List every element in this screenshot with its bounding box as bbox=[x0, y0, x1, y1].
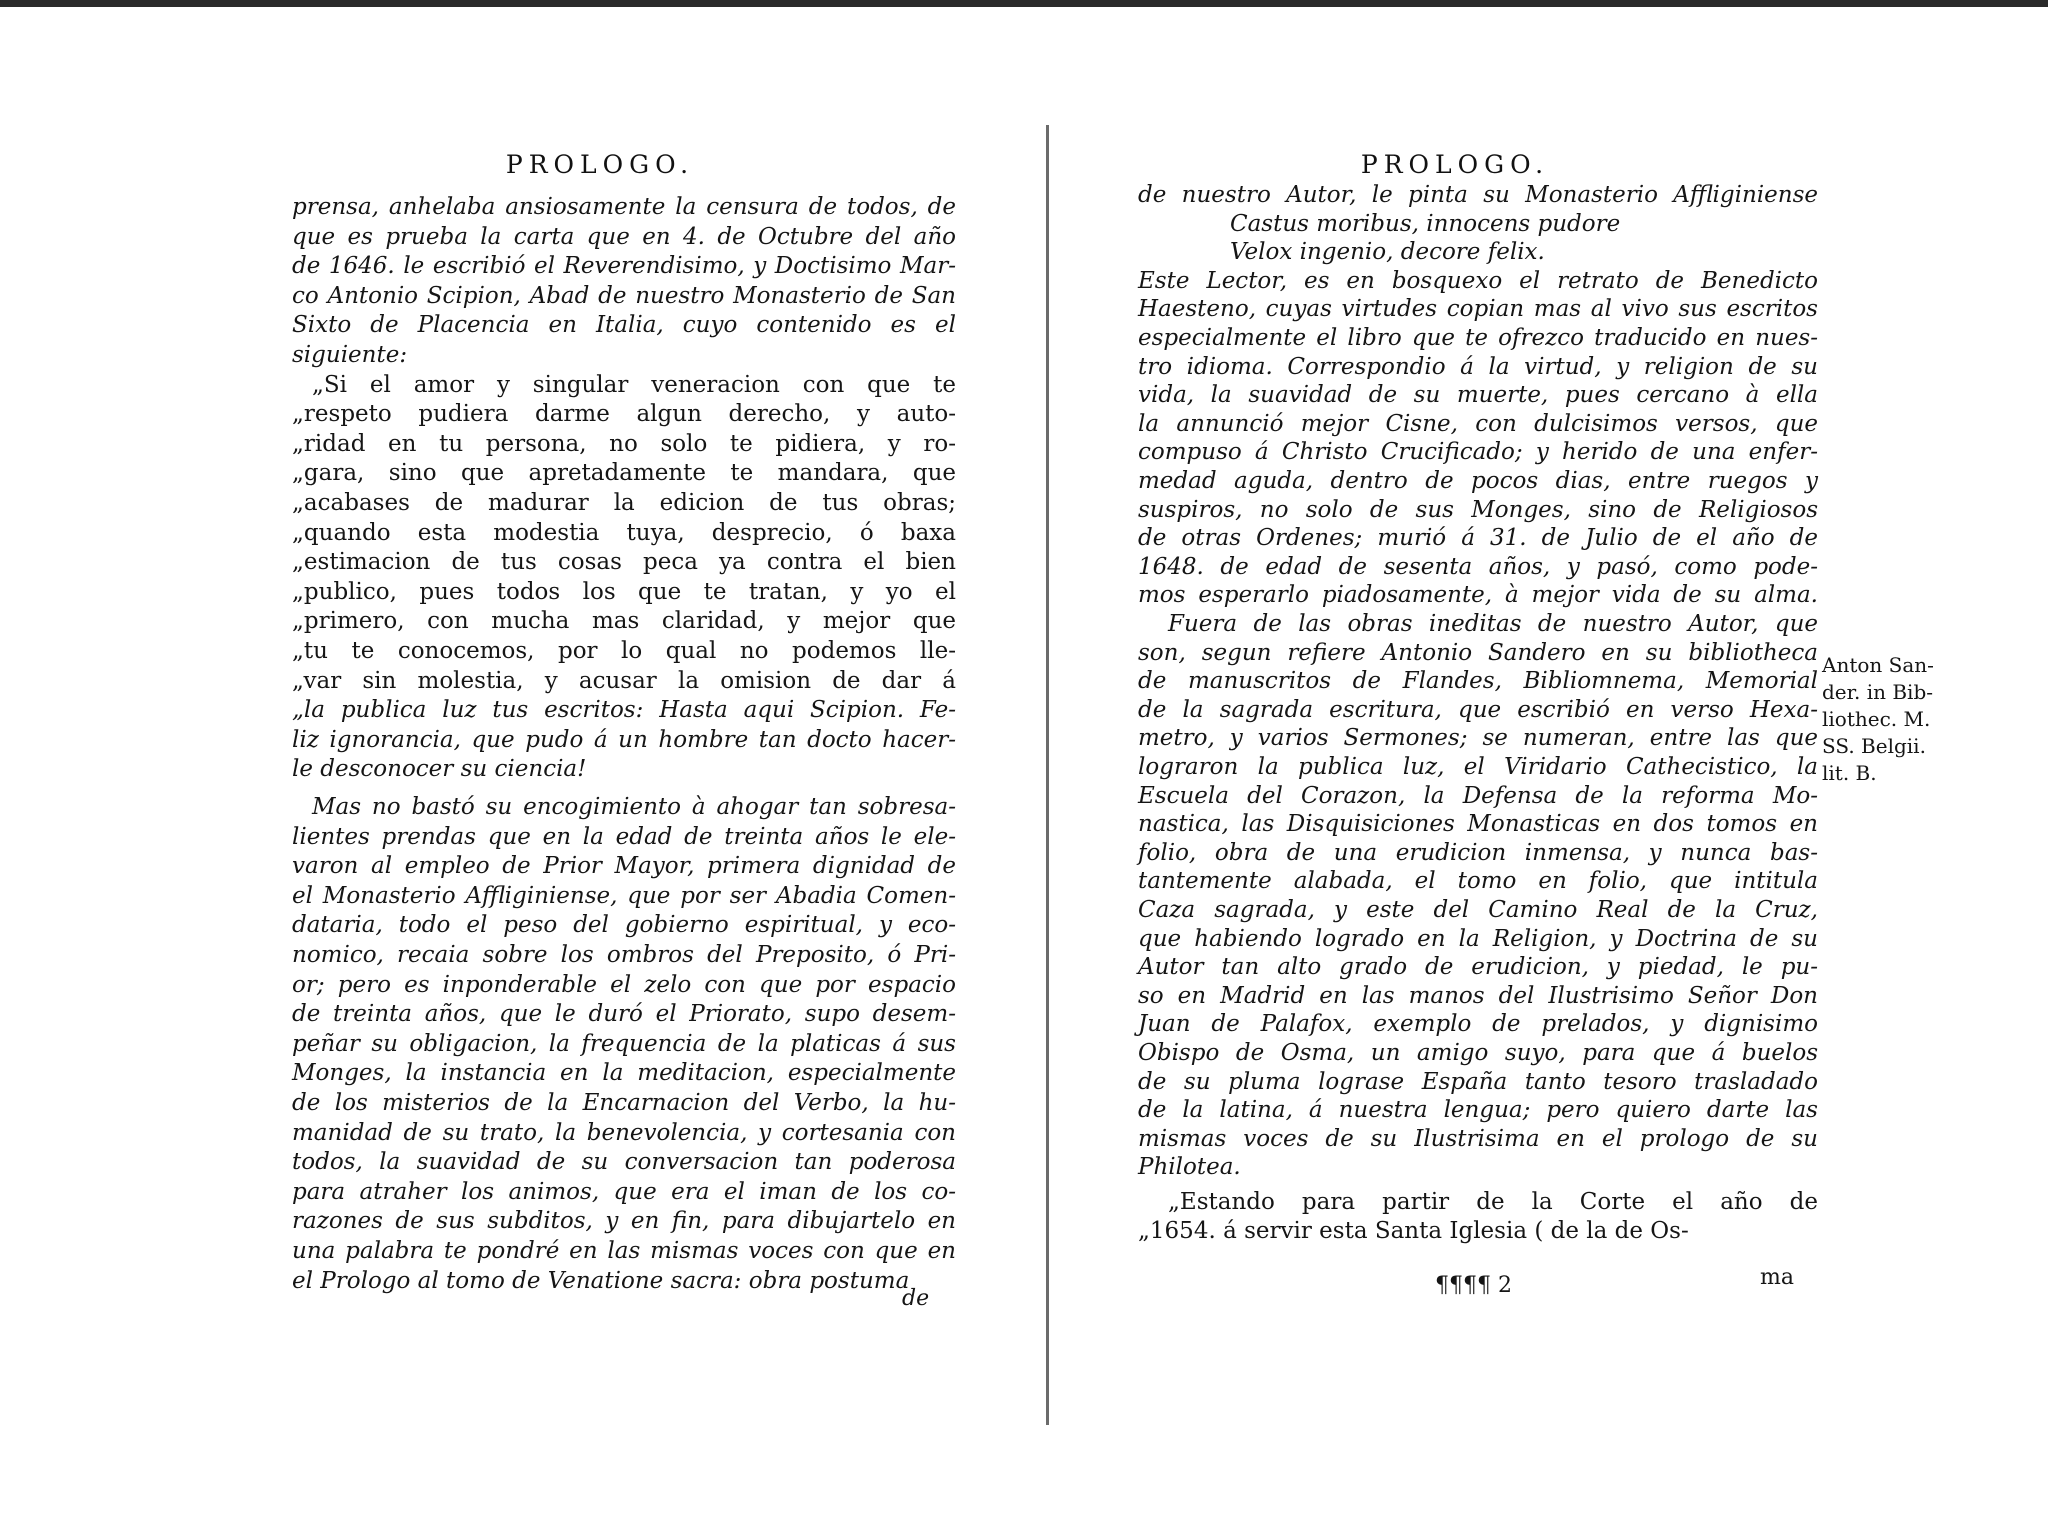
text-line: Este Lector, es en bosquexo el retrato de Benedicto bbox=[1138, 267, 1818, 294]
text-line: prensa, anhelaba ansiosamente la censura de todos, de bbox=[292, 194, 956, 220]
text-line: de la sagrada escritura, que escribió en verso Hexa- bbox=[1138, 696, 1818, 723]
text-line: „primero, con mucha mas claridad, y mejor que bbox=[292, 608, 956, 635]
text-line: Obispo de Osma, un amigo suyo, para que á buelos bbox=[1138, 1040, 1818, 1066]
text-line: de nuestro Autor, le pinta su Monasterio Affliginiense bbox=[1138, 182, 1818, 208]
text-line: una palabra te pondré en las mismas voces con que en bbox=[292, 1238, 956, 1264]
text-line: nomico, recaia sobre los ombros del Preposito, ó Pri- bbox=[292, 942, 956, 968]
text-line: de su pluma lograse España tanto tesoro trasladado bbox=[1138, 1068, 1818, 1095]
text-line: razones de sus subditos, y en fin, para dibujartelo en bbox=[292, 1208, 956, 1235]
text-line: de treinta años, que le duró el Priorato, supo desem- bbox=[292, 1001, 956, 1028]
text-line: „var sin molestia, y acusar la omision de dar á bbox=[292, 667, 956, 694]
text-line: mismas voces de su Ilustrisima en el prologo de su bbox=[1138, 1125, 1818, 1152]
text-line: el Prologo al tomo de Venatione sacra: obra postuma bbox=[292, 1267, 910, 1294]
text-line: de la latina, á nuestra lengua; pero quiero darte las bbox=[1138, 1097, 1818, 1124]
margin-note-line: lit. B. bbox=[1822, 761, 1877, 785]
text-line: folio, obra de una erudicion inmensa, y nunca bas- bbox=[1138, 839, 1818, 866]
text-line: liz ignorancia, que pudo á un hombre tan docto hacer- bbox=[292, 726, 956, 753]
text-line: suspiros, no solo de sus Monges, sino de Religiosos bbox=[1138, 496, 1818, 523]
left-page-body bbox=[292, 192, 956, 1312]
text-line: de manuscritos de Flandes, Bibliomnema, Memorial bbox=[1138, 668, 1818, 695]
text-line: Castus moribus, innocens pudore bbox=[1230, 210, 1621, 237]
text-line: so en Madrid en las manos del Ilustrisimo Señor Don bbox=[1138, 982, 1818, 1009]
text-line: Philotea. bbox=[1138, 1154, 1241, 1181]
text-line: „acabases de madurar la edicion de tus obras; bbox=[292, 490, 956, 516]
right-page-body bbox=[1138, 180, 1818, 1280]
text-line: el Monasterio Affliginiense, que por ser Abadia Comen- bbox=[292, 882, 956, 909]
text-line: Monges, la instancia en la meditacion, especialmente bbox=[292, 1060, 956, 1087]
margin-note-line: liothec. M. bbox=[1822, 707, 1931, 731]
text-line: „Si el amor y singular veneracion con que te bbox=[312, 371, 956, 398]
text-line: Velox ingenio, decore felix. bbox=[1230, 239, 1545, 266]
text-line: dataria, todo el peso del gobierno espiritual, y eco- bbox=[292, 912, 956, 939]
right-catchword: ma bbox=[1760, 1265, 1794, 1290]
text-line: la annunció mejor Cisne, con dulcisimos versos, que bbox=[1138, 410, 1818, 437]
text-line: nastica, las Disquisiciones Monasticas en dos tomos en bbox=[1138, 811, 1818, 838]
text-line: le desconocer su ciencia! bbox=[292, 756, 587, 783]
right-page-heading: PROLOGO. bbox=[1360, 150, 1550, 179]
text-line: Haesteno, cuyas virtudes copian mas al vivo sus escritos bbox=[1138, 296, 1818, 323]
book-gutter bbox=[1046, 125, 1049, 1425]
text-line: tro idioma. Correspondio á la virtud, y religion de su bbox=[1138, 353, 1818, 380]
text-line: „estimacion de tus cosas peca ya contra el bien bbox=[292, 549, 956, 576]
text-line: „tu te conocemos, por lo qual no podemos lle- bbox=[292, 638, 956, 664]
text-line: Mas no bastó su encogimiento à ahogar tan sobresa- bbox=[312, 794, 956, 820]
text-line: metro, y varios Sermones; se numeran, entre las que bbox=[1138, 725, 1818, 752]
text-line: Sixto de Placencia en Italia, cuyo contenido es el bbox=[292, 312, 956, 339]
text-line: manidad de su trato, la benevolencia, y cortesania con bbox=[292, 1119, 956, 1146]
margin-note bbox=[1822, 652, 1934, 787]
text-line: que habiendo logrado en la Religion, y Doctrina de su bbox=[1138, 925, 1818, 952]
text-line: Escuela del Corazon, la Defensa de la reforma Mo- bbox=[1138, 782, 1818, 809]
text-line: Fuera de las obras ineditas de nuestro Autor, que bbox=[1168, 611, 1818, 637]
text-line: de los misterios de la Encarnacion del Verbo, la hu- bbox=[292, 1090, 956, 1116]
text-line: vida, la suavidad de su muerte, pues cercano à ella bbox=[1138, 382, 1818, 409]
text-line: Autor tan alto grado de erudicion, y piedad, le pu- bbox=[1138, 954, 1818, 981]
margin-note-line: der. in Bib- bbox=[1822, 680, 1934, 704]
text-line: siguiente: bbox=[292, 342, 408, 368]
text-line: „gara, sino que apretadamente te mandara, que bbox=[292, 460, 956, 487]
text-line: 1648. de edad de sesenta años, y pasó, como pode- bbox=[1138, 553, 1818, 580]
text-line: medad aguda, dentro de pocos dias, entre ruegos y bbox=[1138, 468, 1818, 494]
text-line: „respeto pudiera darme algun derecho, y auto- bbox=[292, 401, 956, 428]
text-line: lograron la publica luz, el Viridario Cathecistico, la bbox=[1138, 754, 1818, 780]
text-line: „Estando para partir de la Corte el año de bbox=[1168, 1189, 1818, 1215]
signature-mark: ¶¶¶¶ 2 bbox=[1435, 1273, 1512, 1298]
text-line: que es prueba la carta que en 4. de Octubre del año bbox=[292, 223, 956, 250]
text-line: Caza sagrada, y este del Camino Real de la Cruz, bbox=[1138, 897, 1818, 923]
margin-note-line: SS. Belgii. bbox=[1822, 734, 1926, 758]
text-line: Juan de Palafox, exemplo de prelados, y dignisimo bbox=[1138, 1011, 1818, 1038]
text-line: de 1646. le escribió el Reverendisimo, y Doctisimo Mar- bbox=[292, 253, 956, 280]
text-line: son, segun refiere Antonio Sandero en su bibliotheca bbox=[1138, 639, 1818, 666]
text-line: co Antonio Scipion, Abad de nuestro Monasterio de San bbox=[292, 282, 956, 309]
text-line: mos esperarlo piadosamente, à mejor vida de su alma. bbox=[1138, 582, 1818, 609]
text-line: or; pero es inponderable el zelo con que por espacio bbox=[292, 971, 956, 998]
text-line: de otras Ordenes; murió á 31. de Julio de el año de bbox=[1138, 525, 1818, 552]
text-line: especialmente el libro que te ofrezco traducido en nues- bbox=[1138, 325, 1818, 351]
text-line: compuso á Christo Crucificado; y herido de una enfer- bbox=[1138, 439, 1818, 466]
text-line: tantemente alabada, el tomo en folio, que intitula bbox=[1138, 868, 1818, 895]
text-line: para atraher los animos, que era el iman de los co- bbox=[292, 1178, 956, 1205]
left-page-heading: PROLOGO. bbox=[505, 150, 695, 179]
text-line: „quando esta modestia tuya, desprecio, ó baxa bbox=[292, 519, 956, 546]
margin-note-line: Anton San- bbox=[1822, 653, 1934, 677]
text-line: „la publica luz tus escritos: Hasta aqui Scipion. Fe- bbox=[292, 697, 956, 724]
text-line: „publico, pues todos los que te tratan, y yo el bbox=[292, 578, 956, 605]
text-line: peñar su obligacion, la frequencia de la platicas á sus bbox=[292, 1030, 956, 1057]
text-line: „1654. á servir esta Santa Iglesia ( de la de Os- bbox=[1138, 1217, 1689, 1244]
text-line: varon al empleo de Prior Mayor, primera dignidad de bbox=[292, 853, 956, 880]
left-catchword: de bbox=[902, 1286, 930, 1311]
text-line: todos, la suavidad de su conversacion tan poderosa bbox=[292, 1149, 956, 1176]
text-line: lientes prendas que en la edad de treinta años le ele- bbox=[292, 823, 956, 850]
scan-top-edge bbox=[0, 0, 2048, 7]
text-line: „ridad en tu persona, no solo te pidiera, y ro- bbox=[292, 430, 956, 457]
